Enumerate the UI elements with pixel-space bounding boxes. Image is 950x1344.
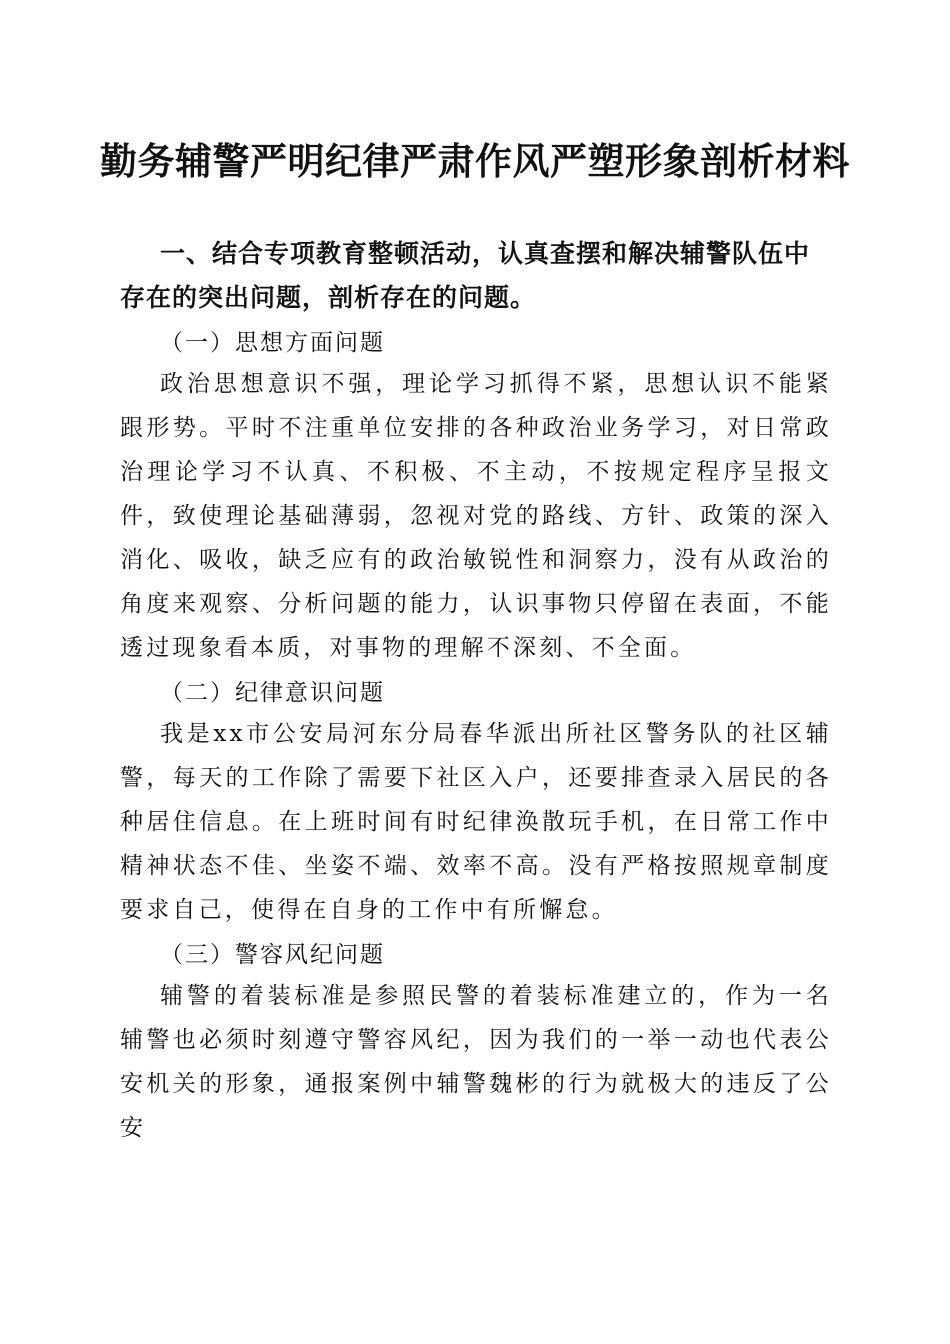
subsection-heading-3: （三）警容风纪问题	[160, 942, 385, 968]
subsection-heading-2: （二）纪律意识问题	[160, 680, 385, 706]
subsection-paragraph-3: 辅警的着装标准是参照民警的着装标准建立的，作为一名辅警也必须时刻遵守警容风纪，因为我们的一举一动也代表公安机关的形象，通报案例中辅警魏彬的行为就极大的违反了公安	[120, 983, 832, 1141]
subsection-paragraph-1: 政治思想意识不强，理论学习抓得不紧，思想认识不能紧跟形势。平时不注重单位安排的各种政治业务学习，对日常政治理论学习不认真、不积极、不主动，不按规定程序呈报文件，致使理论基础薄弱，忽视对党的路线、方针、政策的深入消化、吸收，缺乏应有的政治敏锐性和洞察力，没有从政治的角度来观察、分析问题的能力，认识事物只停留在表面，不能透过现象看本质，对事物的理解不深刻、不全面。	[120, 371, 832, 661]
document-title: 勤务辅警严明纪律严肃作风严塑形象剖析材料	[100, 139, 850, 183]
section-heading: 一、结合专项教育整顿活动，认真查摆和解决辅警队伍中存在的突出问题，剖析存在的问题。	[120, 239, 811, 312]
subsection-paragraph-2: 我是xx市公安局河东分局春华派出所社区警务队的社区辅警，每天的工作除了需要下社区入户，还要排查录入居民的各种居住信息。在上班时间有时纪律涣散玩手机，在日常工作中精神状态不佳、坐姿不端、效率不高。没有严格按照规章制度要求自己，使得在自身的工作中有所懈怠。	[120, 721, 832, 923]
document-body	[120, 232, 832, 1150]
subsection-heading-1: （一）思想方面问题	[160, 330, 385, 356]
